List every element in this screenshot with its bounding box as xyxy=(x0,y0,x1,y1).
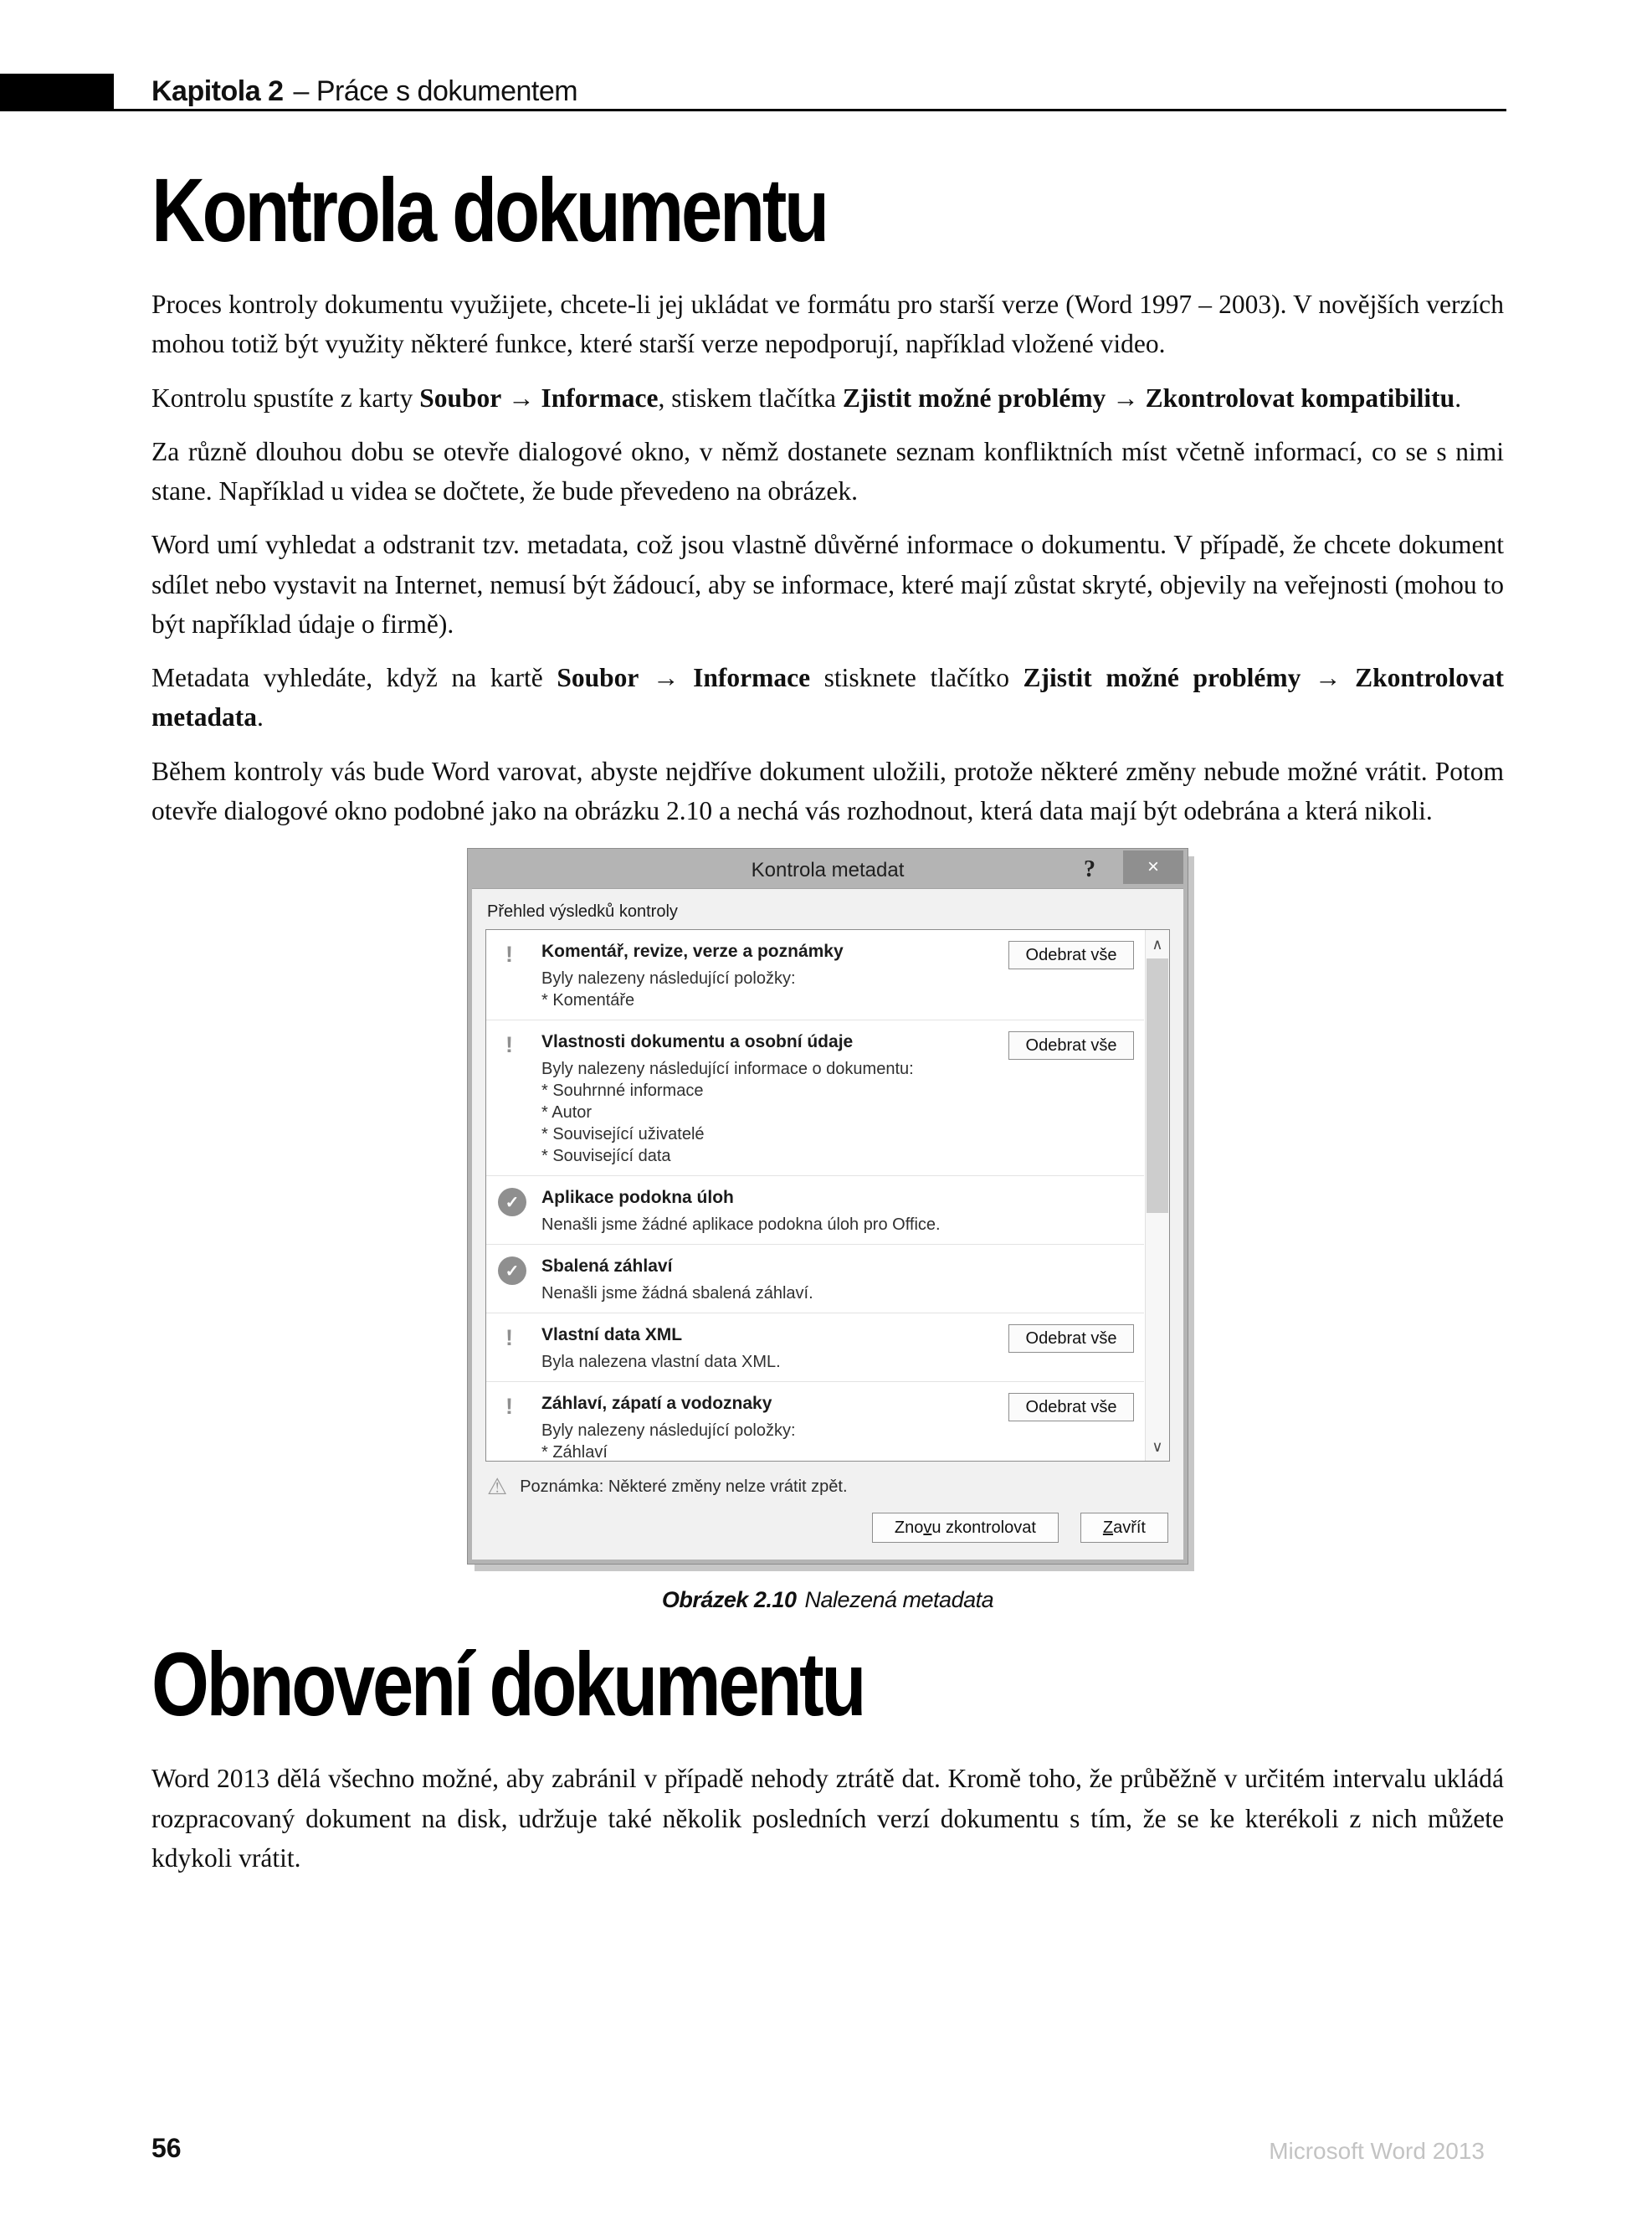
text-run: → xyxy=(1301,663,1356,693)
result-icon-cell xyxy=(498,1393,541,1462)
result-text-cell xyxy=(541,1324,1002,1373)
remove-all-button[interactable]: Odebrat vše xyxy=(1008,941,1134,969)
result-detail-line: Byly nalezeny následující položky: xyxy=(541,969,796,989)
bold-text: Informace xyxy=(693,663,811,693)
scroll-up-icon[interactable]: ∧ xyxy=(1152,936,1163,953)
result-action-cell xyxy=(1002,1393,1139,1462)
text-run: Metadata vyhledáte, když na kartě xyxy=(151,663,557,693)
text-run: Kontrolu spustíte z karty xyxy=(151,383,420,413)
paragraph xyxy=(151,285,1504,364)
result-title: Vlastní data XML xyxy=(541,1325,683,1345)
paragraph xyxy=(151,525,1504,644)
page-number: 56 xyxy=(151,2133,182,2163)
remove-all-button[interactable]: Odebrat vše xyxy=(1008,1324,1134,1353)
result-title: Záhlaví, zápatí a vodoznaky xyxy=(541,1394,772,1414)
result-title: Sbalená záhlaví xyxy=(541,1256,673,1277)
success-check-icon: ✓ xyxy=(498,1188,526,1216)
bold-text: Soubor xyxy=(557,663,639,693)
recheck-label-post: u zkontrolovat xyxy=(931,1518,1036,1537)
result-detail-line: * Související uživatelé xyxy=(541,1125,705,1144)
result-detail-line: Byla nalezena vlastní data XML. xyxy=(541,1353,781,1372)
paragraph xyxy=(151,752,1504,831)
result-title: Vlastnosti dokumentu a osobní údaje xyxy=(541,1032,854,1052)
text-run: Proces kontroly dokumentu využijete, chcete-li jej ukládat ve formátu pro starší verze (Word 1997 – 2003). V novějších verzích mohou totiž být využity některé funkce, které starší verze nepodporují, například vložené video. xyxy=(151,290,1504,359)
section-heading-kontrola-dokumentu: Kontrola dokumentu xyxy=(151,159,827,260)
text-run: Word 2013 dělá všechno možné, aby zabránil v případě nehody ztrátě dat. Kromě toho, že průběžně v určitém intervalu ukládá rozpracovaný dokument na disk, udržuje také několik posledních verzí dokumentu s tím, že se ke kterékoli z nich můžete kdykoli vrátit. xyxy=(151,1764,1504,1873)
warning-triangle-icon: ⚠ xyxy=(487,1474,508,1500)
bold-text: Informace xyxy=(541,383,659,413)
result-text-cell xyxy=(541,1393,1002,1462)
scrollbar[interactable] xyxy=(1145,930,1169,1461)
inspection-result-row xyxy=(486,930,1144,1020)
result-title: Aplikace podokna úloh xyxy=(541,1188,734,1208)
recheck-button[interactable] xyxy=(872,1513,1059,1543)
remove-all-button[interactable]: Odebrat vše xyxy=(1008,1393,1134,1421)
remove-all-button[interactable]: Odebrat vše xyxy=(1008,1031,1134,1060)
success-check-icon: ✓ xyxy=(498,1256,526,1285)
result-detail-line: * Komentáře xyxy=(541,991,635,1010)
text-run: . xyxy=(1454,383,1462,413)
result-text-cell xyxy=(541,941,1002,1011)
recheck-label-pre: Zno xyxy=(894,1518,924,1537)
result-detail-line: Byly nalezeny následující informace o dokumentu: xyxy=(541,1060,914,1079)
result-text-cell xyxy=(541,1031,1002,1167)
result-details xyxy=(541,968,1002,1011)
figure-caption-text: Nalezená metadata xyxy=(804,1587,994,1613)
close-icon[interactable]: × xyxy=(1123,850,1183,884)
chapter-marker-block xyxy=(0,74,114,111)
warning-exclamation-icon: ! xyxy=(505,1394,513,1420)
inspection-result-row xyxy=(486,1020,1144,1176)
result-action-cell xyxy=(1002,941,1139,1011)
text-run: → xyxy=(639,663,694,693)
result-text-cell xyxy=(541,1256,1002,1304)
result-icon-cell xyxy=(498,1187,541,1236)
result-action-cell xyxy=(1002,1256,1139,1304)
text-run: → xyxy=(1106,383,1146,413)
inspection-result-row xyxy=(486,1382,1144,1462)
bold-text: Zjistit možné problémy xyxy=(1023,663,1301,693)
result-action-cell xyxy=(1002,1187,1139,1236)
inspection-result-row xyxy=(486,1245,1144,1313)
kontrola-metadat-dialog xyxy=(468,849,1188,1564)
chapter-label: Kapitola 2 xyxy=(151,75,284,107)
main-column xyxy=(151,159,1505,1892)
result-details xyxy=(541,1420,1002,1462)
warning-exclamation-icon: ! xyxy=(505,942,513,968)
text-run: Během kontroly vás bude Word varovat, abyste nejdříve dokument uložili, protože některé změny nebude možné vrátit. Potom otevře dialogové okno podobné jako na obrázku 2.10 a nechá vás rozhodnout, která data mají být odebrána a která nikoli. xyxy=(151,756,1504,825)
close-accesskey: Z xyxy=(1102,1518,1114,1537)
close-label-post: avřít xyxy=(1113,1518,1146,1537)
scrollbar-thumb[interactable] xyxy=(1147,958,1168,1213)
paragraph xyxy=(151,1759,1504,1878)
bold-text: Zkontrolovat metadata xyxy=(151,663,1505,732)
bold-text: Zkontrolovat kompatibilitu xyxy=(1145,383,1455,413)
dialog-title: Kontrola metadat xyxy=(751,859,905,882)
section-heading-obnoveni-dokumentu: Obnovení dokumentu xyxy=(151,1633,864,1735)
close-dialog-button[interactable] xyxy=(1080,1513,1168,1543)
recheck-accesskey: v xyxy=(923,1518,932,1537)
header-rule xyxy=(0,109,1506,111)
overview-label: Přehled výsledků kontroly xyxy=(487,902,678,922)
result-details xyxy=(541,1214,1002,1236)
scroll-down-icon[interactable]: ∨ xyxy=(1152,1438,1163,1456)
figure-caption xyxy=(151,1587,1504,1613)
inspection-rows xyxy=(486,930,1144,1462)
result-icon-cell xyxy=(498,941,541,1011)
warning-exclamation-icon: ! xyxy=(505,1325,513,1351)
result-detail-line: * Autor xyxy=(541,1103,593,1123)
result-text-cell xyxy=(541,1187,1002,1236)
bold-text: Zjistit možné problémy xyxy=(842,383,1106,413)
figure-caption-label: Obrázek 2.10 xyxy=(661,1587,797,1613)
result-detail-line: * Související data xyxy=(541,1147,671,1166)
text-run: , stiskem tlačítka xyxy=(658,383,843,413)
paragraph xyxy=(151,432,1504,511)
result-detail-line: Byly nalezeny následující položky: xyxy=(541,1421,796,1441)
text-run: Word umí vyhledat a odstranit tzv. metadata, což jsou vlastně důvěrné informace o dokumentu. V případě, že chcete dokument sdílet nebo vystavit na Internet, nemusí být žádoucí, aby se informace, které mají zůstat skryté, objevily na veřejnosti (mohou to být například údaje o firmě). xyxy=(151,530,1504,639)
book-title: Microsoft Word 2013 xyxy=(1269,2138,1485,2164)
text-run: stisknete tlačítko xyxy=(810,663,1024,693)
result-icon-cell xyxy=(498,1031,541,1167)
dialog-titlebar[interactable] xyxy=(472,853,1183,888)
note-text: Poznámka: Některé změny nelze vrátit zpět. xyxy=(520,1477,848,1496)
result-action-cell xyxy=(1002,1324,1139,1373)
inspection-result-row xyxy=(486,1313,1144,1382)
paragraph xyxy=(151,658,1504,737)
chapter-title: – Práce s dokumentem xyxy=(293,75,578,107)
inspection-results-list xyxy=(485,929,1170,1462)
result-detail-line: * Záhlaví xyxy=(541,1443,608,1462)
result-detail-line: * Souhrnné informace xyxy=(541,1082,704,1101)
result-details xyxy=(541,1058,1002,1167)
result-details xyxy=(541,1282,1002,1304)
dialog-body xyxy=(472,888,1183,1560)
text-run: . xyxy=(256,702,264,732)
inspection-result-row xyxy=(486,1176,1144,1245)
figure-2-10 xyxy=(151,849,1504,1613)
result-detail-line: Nenašli jsme žádné aplikace podokna úloh pro Office. xyxy=(541,1215,941,1235)
text-run: Za různě dlouhou dobu se otevře dialogové okno, v němž dostanete seznam konfliktních míst včetně informací, co se s nimi stane. Například u videa se dočtete, že bude převedeno na obrázek. xyxy=(151,436,1504,506)
note-row xyxy=(485,1462,1170,1506)
result-icon-cell xyxy=(498,1324,541,1373)
result-details xyxy=(541,1351,1002,1373)
result-icon-cell xyxy=(498,1256,541,1304)
result-action-cell xyxy=(1002,1031,1139,1167)
text-run: → xyxy=(501,383,541,413)
dialog-buttons xyxy=(485,1506,1170,1548)
bold-text: Soubor xyxy=(419,383,502,413)
result-title: Komentář, revize, verze a poznámky xyxy=(541,942,844,962)
paragraph xyxy=(151,378,1504,418)
warning-exclamation-icon: ! xyxy=(505,1032,513,1058)
running-header xyxy=(151,74,577,109)
result-detail-line: Nenašli jsme žádná sbalená záhlaví. xyxy=(541,1284,813,1303)
help-button[interactable]: ? xyxy=(1075,855,1105,885)
